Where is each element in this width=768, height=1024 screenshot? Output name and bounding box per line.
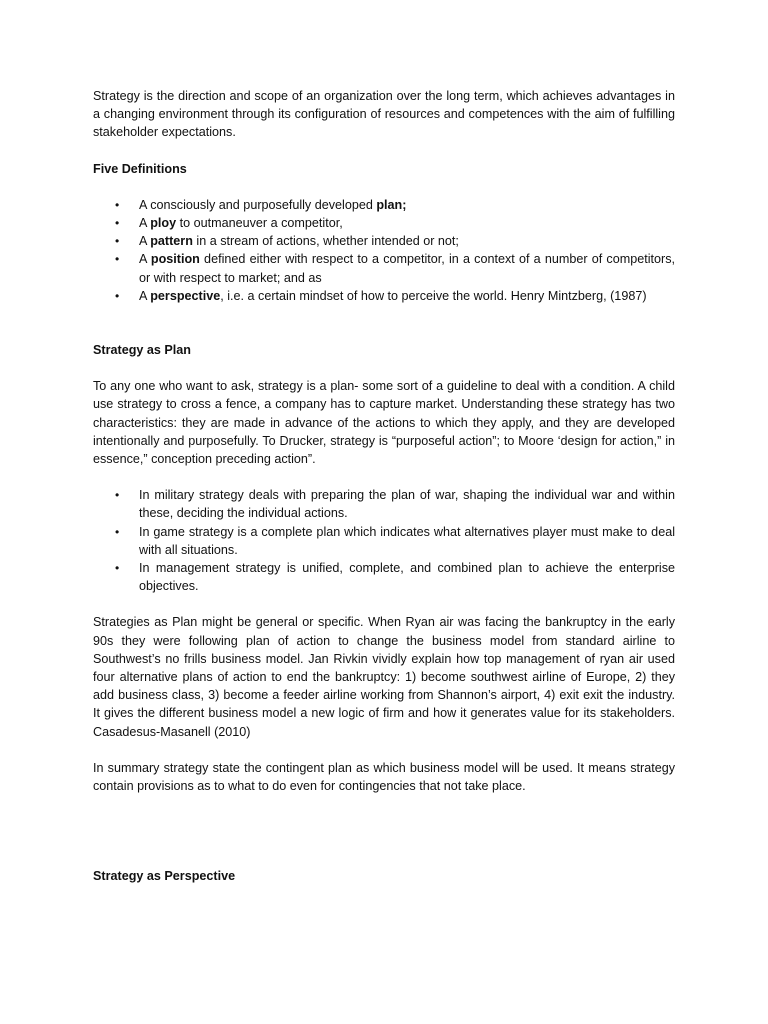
bullet-icon: • <box>115 524 120 539</box>
bullet-icon: • <box>115 561 120 576</box>
plan-bullets <box>93 486 675 595</box>
definitions-list <box>93 196 675 305</box>
bullet-icon: • <box>115 216 120 231</box>
list-item: • A position defined either with respect to a competitor, in a context of a number of competitors, or with respect to market; and as <box>115 252 675 285</box>
plan-paragraph-3: In summary strategy state the contingent plan as which business model will be used. It means strategy contain provisions as to what to do even for contingencies that not take place. <box>93 760 675 794</box>
list-item: • A consciously and purposefully developed plan; <box>93 196 675 214</box>
list-item: • A perspective, i.e. a certain mindset of how to perceive the world. Henry Mintzberg, (1987) <box>93 287 675 305</box>
strategy-as-perspective-heading: Strategy as Perspective <box>93 869 236 884</box>
list-item: • A pattern in a stream of actions, whether intended or not; <box>93 232 675 250</box>
bullet-icon: • <box>115 234 120 249</box>
intro-paragraph: Strategy is the direction and scope of an organization over the long term, which achieves advantages in a changing environment through its configuration of resources and competences with the aim of fulfilling stakeholder expectations. <box>93 89 675 140</box>
document-page <box>93 87 675 886</box>
plan-paragraph-2: Strategies as Plan might be general or specific. When Ryan air was facing the bankruptcy in the early 90s they were following plan of action to change the business model from standard airline to Southwest’s no frills business model. Jan Rivkin vividly explain how top management of ryan air used four alternative plans of action to end the bankruptcy: 1) become southwest airline of Europe, 2) they add business class, 3) become a feeder airline working from Shannon’s airport, 4) exit exit the industry. It gives the different business model a new logic of firm and how it generates value for its stakeholders. Casadesus-Masanell (2010) <box>93 615 675 739</box>
bullet-icon: • <box>115 197 120 212</box>
bullet-icon: • <box>115 288 120 303</box>
strategy-as-plan-heading: Strategy as Plan <box>93 343 191 358</box>
list-item: • A ploy to outmaneuver a competitor, <box>93 214 675 232</box>
list-item: • In management strategy is unified, complete, and combined plan to achieve the enterprise objectives. <box>115 561 675 594</box>
plan-paragraph-1: To any one who want to ask, strategy is a plan- some sort of a guideline to deal with a condition. A child use strategy to cross a fence, a company has to capture market. Understanding these strategy has two characteristics: they are made in advance of the actions to which they apply, and they are developed intentionally and purposefully. To Drucker, strategy is “purposeful action”; to Moore ‘design for action,” in essence,” conception preceding action”. <box>93 379 675 467</box>
list-item: • In military strategy deals with preparing the plan of war, shaping the individual war and within these, deciding the individual actions. <box>115 488 675 521</box>
bullet-icon: • <box>115 488 120 503</box>
list-item: • In game strategy is a complete plan which indicates what alternatives player must make to deal with all situations. <box>115 524 675 557</box>
five-definitions-heading: Five Definitions <box>93 161 187 176</box>
bullet-icon: • <box>115 252 120 267</box>
